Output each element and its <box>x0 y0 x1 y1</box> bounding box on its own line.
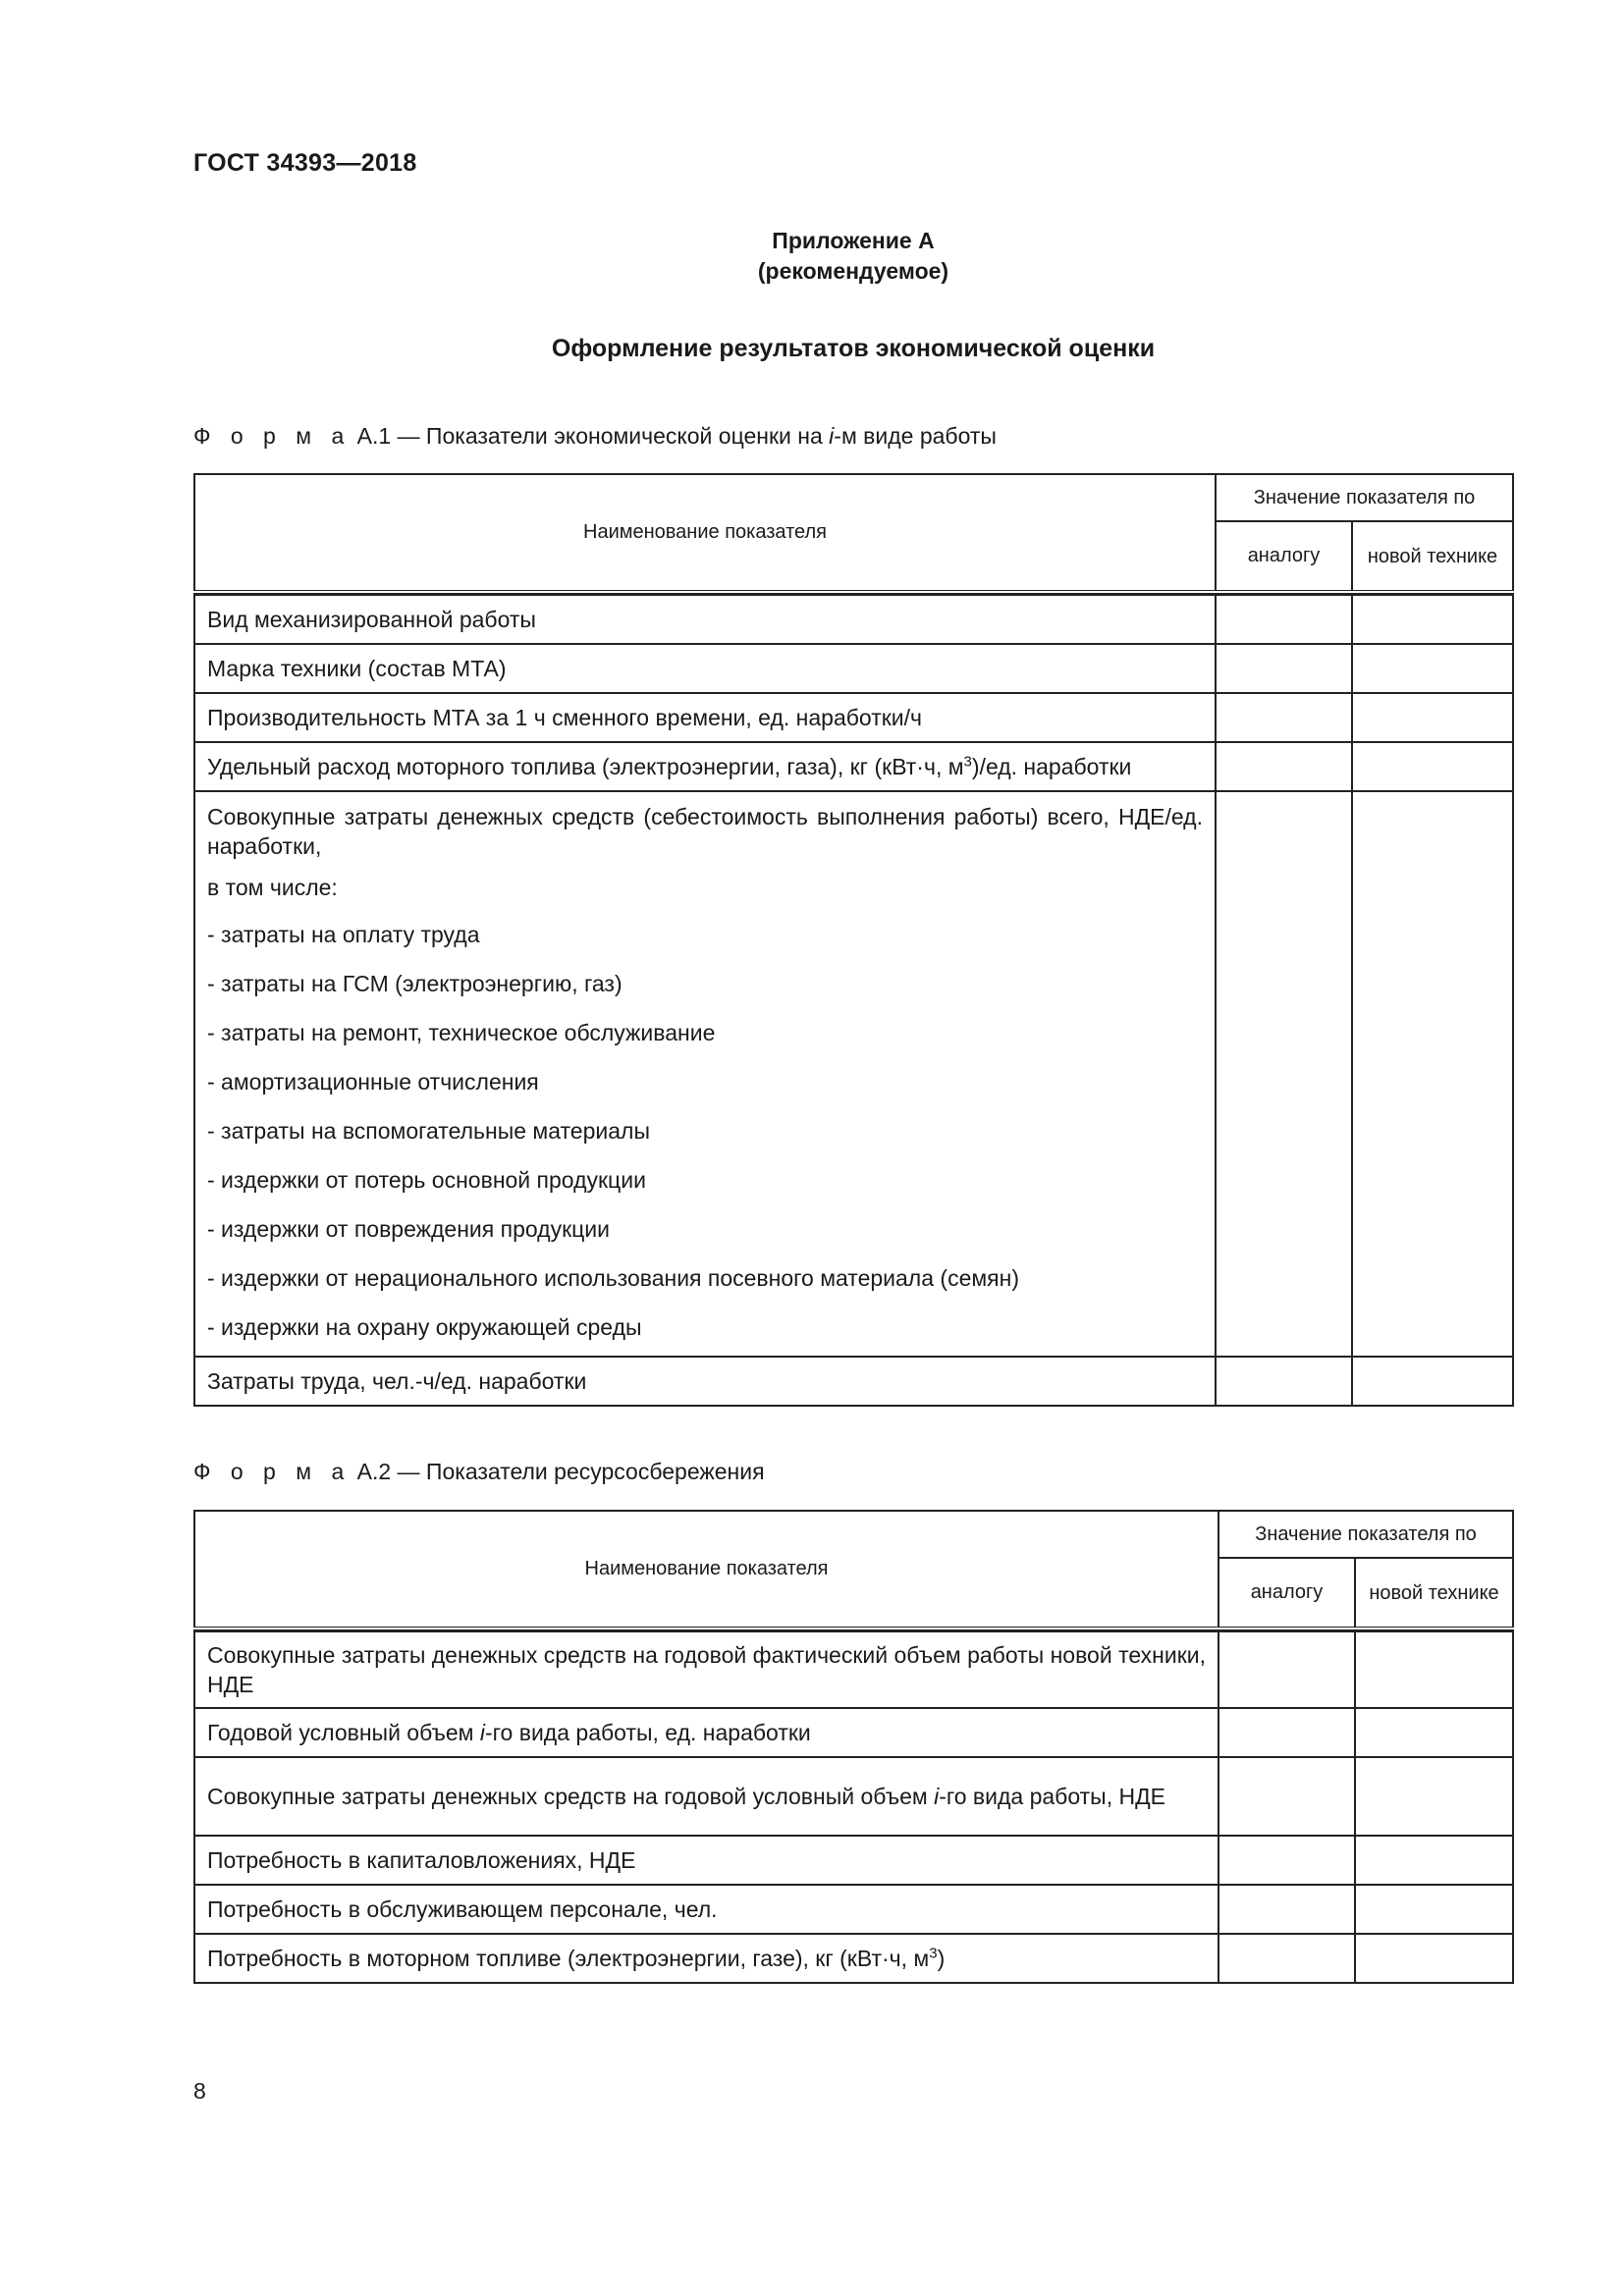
form-a2-caption-number: А.2 <box>356 1459 392 1484</box>
list-item: - затраты на вспомогательные материалы <box>207 1118 650 1144</box>
new-value-cell <box>1355 1836 1513 1885</box>
table-row <box>194 742 1513 791</box>
form-a1-table <box>193 473 1514 1407</box>
new-value-cell <box>1352 742 1513 791</box>
analog-value-cell <box>1216 791 1352 1357</box>
form-a2-col-analog: аналогу <box>1218 1558 1355 1629</box>
row-label-before-i: Годовой условный объем <box>207 1720 480 1745</box>
appendix-title: Приложение А <box>772 228 935 253</box>
table-row <box>194 1708 1513 1757</box>
row-label-before-sup: Удельный расход моторного топлива (электроэнергии, газа), кг (кВт·ч, м <box>207 754 964 779</box>
appendix-kind: (рекомендуемое) <box>757 258 949 284</box>
analog-value-cell <box>1218 1708 1355 1757</box>
row-label <box>194 1757 1218 1836</box>
row-label-after-sup: ) <box>937 1946 946 1971</box>
form-a1-caption-text-after: -м виде работы <box>834 423 997 449</box>
row-label: Совокупные затраты денежных средств на годовой фактический объем работы новой техники, НДЕ <box>194 1631 1218 1708</box>
form-a1-caption-i: i <box>829 423 835 449</box>
form-a1-caption-text-before: — Показатели экономической оценки на <box>397 423 830 449</box>
row-label <box>194 742 1216 791</box>
row-label-after-i: -го вида работы, ед. наработки <box>485 1720 811 1745</box>
table-row <box>194 1357 1513 1406</box>
form-a2-col-name: Наименование показателя <box>194 1511 1218 1629</box>
form-a1-col-name: Наименование показателя <box>194 474 1216 592</box>
new-value-cell <box>1355 1708 1513 1757</box>
total-costs-row <box>194 791 1513 1357</box>
list-item: - издержки на охрану окружающей среды <box>207 1314 642 1340</box>
total-costs-including: в том числе: <box>207 875 338 900</box>
new-value-cell <box>1352 595 1513 644</box>
form-a1-col-value: Значение показателя по <box>1216 474 1513 521</box>
analog-value-cell <box>1216 595 1352 644</box>
list-item: - издержки от потерь основной продукции <box>207 1167 646 1193</box>
list-item: - затраты на ремонт, техническое обслуживание <box>207 1020 716 1045</box>
form-a2-header-row <box>194 1511 1513 1558</box>
table-row <box>194 1885 1513 1934</box>
table-row <box>194 1836 1513 1885</box>
form-a1-col-analog: аналогу <box>1216 521 1352 592</box>
form-a1-col-new: новой технике <box>1352 521 1513 592</box>
analog-value-cell <box>1216 1357 1352 1406</box>
superscript-3: 3 <box>929 1945 938 1962</box>
table-row <box>194 644 1513 693</box>
form-a1-caption-prefix: Ф о р м а <box>193 423 352 449</box>
analog-value-cell <box>1218 1757 1355 1836</box>
row-label <box>194 1708 1218 1757</box>
analog-value-cell <box>1218 1934 1355 1983</box>
row-label: Марка техники (состав МТА) <box>194 644 1216 693</box>
row-label: Производительность МТА за 1 ч сменного времени, ед. наработки/ч <box>194 693 1216 742</box>
total-costs-items <box>207 910 1203 1352</box>
analog-value-cell <box>1216 693 1352 742</box>
document-code: ГОСТ 34393—2018 <box>193 149 417 177</box>
analog-value-cell <box>1218 1885 1355 1934</box>
table-row <box>194 1631 1513 1708</box>
list-item: - издержки от повреждения продукции <box>207 1216 611 1242</box>
row-label: Затраты труда, чел.-ч/ед. наработки <box>194 1357 1216 1406</box>
table-row <box>194 1934 1513 1983</box>
new-value-cell <box>1352 693 1513 742</box>
superscript-3: 3 <box>963 753 972 771</box>
list-item: - амортизационные отчисления <box>207 1069 539 1095</box>
new-value-cell <box>1352 644 1513 693</box>
form-a2-col-value: Значение показателя по <box>1218 1511 1513 1558</box>
form-a1-caption <box>193 423 997 450</box>
row-label: Потребность в капиталовложениях, НДЕ <box>194 1836 1218 1885</box>
row-label-after-i: -го вида работы, НДЕ <box>939 1784 1166 1809</box>
table-row <box>194 595 1513 644</box>
row-label-i: i <box>934 1784 940 1809</box>
new-value-cell <box>1355 1757 1513 1836</box>
section-title: Оформление результатов экономической оценки <box>551 335 1156 362</box>
new-value-cell <box>1355 1885 1513 1934</box>
new-value-cell <box>1355 1934 1513 1983</box>
row-label: Потребность в обслуживающем персонале, чел. <box>194 1885 1218 1934</box>
row-label-before-sup: Потребность в моторном топливе (электроэнергии, газе), кг (кВт·ч, м <box>207 1946 930 1971</box>
table-row <box>194 1757 1513 1836</box>
row-label <box>194 1934 1218 1983</box>
table-row <box>194 693 1513 742</box>
list-item: - затраты на оплату труда <box>207 922 480 947</box>
row-label-before-i: Совокупные затраты денежных средств на годовой условный объем <box>207 1784 935 1809</box>
page-number: 8 <box>193 2078 206 2104</box>
form-a2-table <box>193 1510 1514 1984</box>
analog-value-cell <box>1216 742 1352 791</box>
row-label: Вид механизированной работы <box>194 595 1216 644</box>
analog-value-cell <box>1216 644 1352 693</box>
new-value-cell <box>1352 1357 1513 1406</box>
analog-value-cell <box>1218 1836 1355 1885</box>
analog-value-cell <box>1218 1631 1355 1708</box>
row-label-after-sup: )/ед. наработки <box>971 754 1132 779</box>
appendix-heading <box>0 226 1624 287</box>
list-item: - издержки от нерационального использования посевного материала (семян) <box>207 1265 1019 1291</box>
form-a2-caption-text: — Показатели ресурсосбережения <box>397 1459 765 1484</box>
row-label-i: i <box>479 1720 486 1745</box>
new-value-cell <box>1352 791 1513 1357</box>
total-costs-cell <box>194 791 1216 1357</box>
form-a1-header-row <box>194 474 1513 521</box>
form-a1-caption-number: А.1 <box>356 423 392 449</box>
new-value-cell <box>1355 1631 1513 1708</box>
list-item: - затраты на ГСМ (электроэнергию, газ) <box>207 971 623 996</box>
form-a2-col-new: новой технике <box>1355 1558 1513 1629</box>
form-a2-caption <box>193 1459 765 1485</box>
form-a2-caption-prefix: Ф о р м а <box>193 1459 352 1484</box>
total-costs-title: Совокупные затраты денежных средств (себестоимость выполнения работы) всего, НДЕ/ед. наработки, <box>207 804 1203 859</box>
